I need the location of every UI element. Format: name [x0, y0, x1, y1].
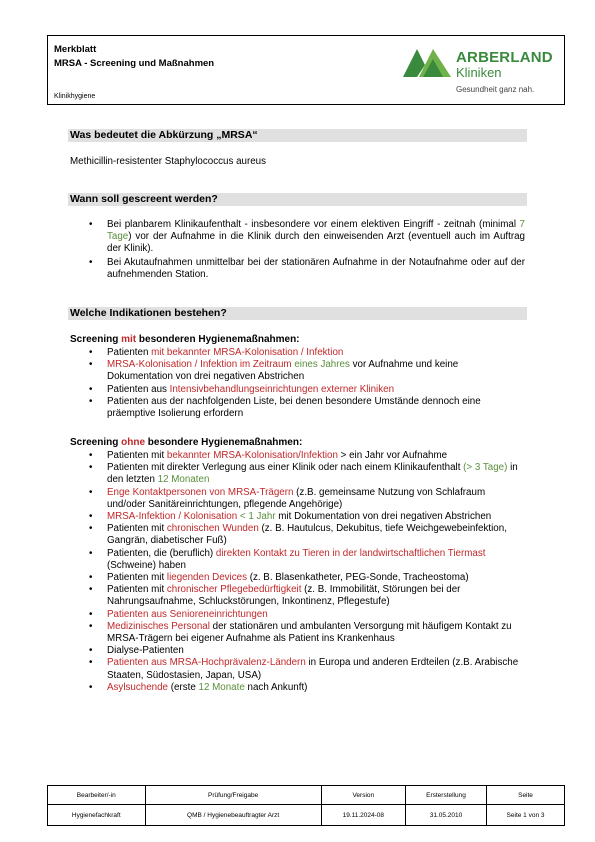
footer-header-cell: Version: [321, 786, 405, 805]
footer-value-row: [48, 805, 565, 826]
list-item: • Patienten aus der nachfolgenden Liste, bei denen besondere Umstände dennoch eine präemptive Isolierung erfordern: [89, 396, 525, 420]
list-item: • Patienten mit bekannter MRSA-Kolonisation / Infektion: [89, 347, 525, 359]
group-with-measures-list: [89, 347, 525, 420]
group-with-measures-title: Screening mit besonderen Hygienemaßnahmen:: [70, 334, 300, 345]
arberland-logo: [403, 45, 558, 97]
list-item: • Patienten aus MRSA-Hochprävalenz-Ländern in Europa und anderen Erdteilen (z.B. Arabische Staaten, Südostasien, Japan, USA): [89, 657, 525, 681]
list-item: • Bei planbarem Klinikaufenthalt - insbesondere vor einem elektiven Eingriff - zeitnah (minimal 7 Tage) vor der Aufnahme in die Klinik durch den einweisenden Arzt (eventuell auch im Auftrag der Klinik).: [89, 219, 525, 256]
list-item: • Dialyse-Patienten: [89, 645, 525, 657]
section-heading-indications: Welche Indikationen bestehen?: [68, 307, 527, 320]
footer-value-cell: QMB / Hygienebeauftragter Arzt: [145, 805, 321, 826]
doc-title: MRSA - Screening und Maßnahmen: [54, 58, 215, 69]
footer-value-cell: Seite 1 von 3: [487, 805, 565, 826]
footer-value-cell: 19.11.2024-08: [321, 805, 405, 826]
list-item: • Patienten aus Intensivbehandlungseinrichtungen externer Kliniken: [89, 384, 525, 396]
logo-tagline: Gesundheit ganz nah.: [456, 85, 535, 94]
list-item: • MRSA-Kolonisation / Infektion im Zeitraum eines Jahres vor Aufnahme und keine Dokumentation von drei negativen Abstrichen: [89, 359, 525, 383]
footer-header-cell: Seite: [487, 786, 565, 805]
list-item: • MRSA-Infektion / Kolonisation < 1 Jahr mit Dokumentation von drei negativen Abstrichen: [89, 511, 525, 523]
footer-header-cell: Ersterstellung: [405, 786, 486, 805]
group-without-measures-title: Screening ohne besondere Hygienemaßnahmen:: [70, 437, 303, 448]
group-without-measures-list: [89, 450, 525, 694]
footer-header-row: [48, 786, 565, 805]
footer-header-cell: Bearbeiter/-in: [48, 786, 146, 805]
section-heading-mrsa: Was bedeutet die Abkürzung „MRSA“: [68, 129, 527, 142]
list-item: • Patienten, die (beruflich) direkten Kontakt zu Tieren in der landwirtschaftlichen Tiermast (Schweine) haben: [89, 548, 525, 572]
list-item: • Bei Akutaufnahmen unmittelbar bei der stationären Aufnahme in der Notaufnahme oder auf der aufnehmenden Station.: [89, 257, 525, 281]
list-item: • Enge Kontaktpersonen von MRSA-Trägern (z.B. gemeinsame Nutzung von Schlafraum und/oder Sanitäreinrichtungen, pflegende Angehörige): [89, 487, 525, 511]
logo-name: ARBERLAND: [456, 49, 553, 66]
section-heading-when: Wann soll gescreent werden?: [68, 193, 527, 206]
list-item: • Patienten mit direkter Verlegung aus einer Klinik oder nach einem Klinikaufenthalt (> 3 Tage) in den letzten 12 Monaten: [89, 462, 525, 486]
list-item: • Asylsuchende (erste 12 Monate nach Ankunft): [89, 682, 525, 694]
list-item: • Medizinisches Personal der stationären und ambulanten Versorgung mit häufigem Kontakt zu MRSA-Trägern bei eigener Aufnahme als Patient ins Krankenhaus: [89, 621, 525, 645]
list-item: • Patienten mit liegenden Devices (z. B. Blasenkatheter, PEG-Sonde, Tracheostoma): [89, 572, 525, 584]
list-item: • Patienten aus Senioreneinrichtungen: [89, 609, 525, 621]
list-item: • Patienten mit bekannter MRSA-Kolonisation/Infektion > ein Jahr vor Aufnahme: [89, 450, 525, 462]
list-item: • Patienten mit chronischen Wunden (z. B. Hautulcus, Dekubitus, tiefe Weichgewebeinfektion, Gangrän, diabetischer Fuß): [89, 523, 525, 547]
document-footer-table: [47, 785, 565, 826]
logo-subname: Kliniken: [456, 65, 502, 80]
screening-timing-list: [89, 219, 525, 281]
doc-type: Merkblatt: [54, 44, 97, 55]
footer-header-cell: Prüfung/Freigabe: [145, 786, 321, 805]
footer-value-cell: 31.05.2010: [405, 805, 486, 826]
department-label: Klinikhygiene: [54, 93, 96, 100]
footer-value-cell: Hygienefachkraft: [48, 805, 146, 826]
logo-mark-icon: [403, 45, 453, 79]
list-item: • Patienten mit chronischer Pflegebedürftigkeit (z. B. Immobilität, Störungen bei der Nahrungsaufnahme, Schluckstörungen, Inkontinenz, Pflegestufe): [89, 584, 525, 608]
mrsa-definition: Methicillin-resistenter Staphylococcus aureus: [70, 156, 267, 167]
document-header: [47, 35, 565, 105]
